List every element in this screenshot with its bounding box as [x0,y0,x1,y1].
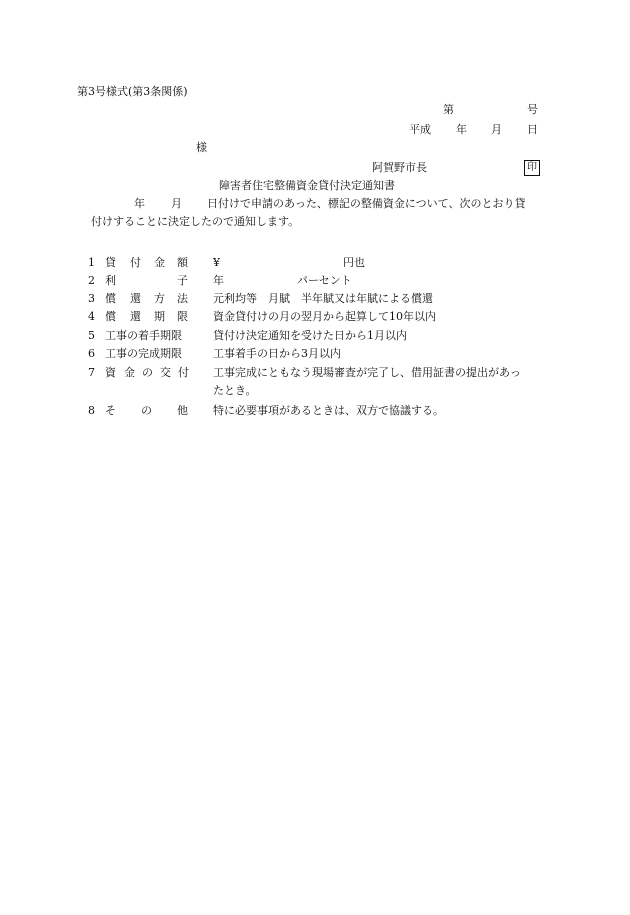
item-number: 2 [88,274,95,287]
item-value-unit: パーセント [297,274,352,287]
item-number: 8 [88,404,95,417]
item-number: 7 [88,366,95,379]
body-date-month: 月 [171,197,182,210]
item-label-char: 償 [105,310,116,323]
item-label-char: 方 [154,292,165,305]
date-year: 年 [456,123,467,136]
item-value: 工事完成にともなう現場審査が完了し、借用証書の提出があっ [213,366,521,379]
item-label: 工事の着手期限 [105,329,182,342]
item-value-continued: たとき。 [213,384,257,397]
item-label-char: 他 [177,404,188,417]
seal-stamp: 印 [524,160,540,176]
date-era: 平成 [409,123,431,136]
item-value: 工事着手の日から3月以内 [213,347,341,360]
item-value: ¥ [213,256,220,269]
item-label-char: 還 [130,310,141,323]
date-month: 月 [491,123,502,136]
item-number: 3 [88,292,95,305]
item-label-char: 額 [177,256,188,269]
addressee-suffix: 様 [196,141,207,154]
item-label-char: 還 [130,292,141,305]
item-value-unit: 円也 [343,256,365,269]
item-value: 資金貸付けの月の翌月から起算して10年以内 [213,310,436,323]
item-number: 1 [88,256,95,269]
body-line-2: 付けすることに決定したので通知します。 [91,215,300,228]
item-label-char: 金 [154,256,165,269]
item-label-char: 期 [154,310,165,323]
issuer-name: 阿賀野市長 [372,161,427,174]
item-label-char: の [141,404,152,417]
body-date-year: 年 [134,197,145,210]
item-label-char: 限 [177,310,188,323]
item-value: 元利均等 月賦 半年賦又は年賦による償還 [213,292,433,305]
item-value: 貸付け決定通知を受けた日から1月以内 [213,329,407,342]
item-label-char: 資 [105,366,116,379]
item-label-char: 付 [130,256,141,269]
body-line-1: 日付けで申請のあった、標記の整備資金について、次のとおり貸 [207,197,526,210]
item-label: 工事の完成期限 [105,347,182,360]
item-value: 特に必要事項があるときは、双方で協議する。 [213,404,444,417]
item-label-char: 法 [177,292,188,305]
item-label-char: 付 [178,366,189,379]
item-number: 4 [88,310,95,323]
doc-number-prefix: 第 [443,103,454,116]
item-label-char: 金 [124,366,135,379]
item-number: 6 [88,347,95,360]
document-title: 障害者住宅整備資金貸付決定通知書 [219,179,395,192]
date-day: 日 [527,123,538,136]
item-number: 5 [88,329,95,342]
item-label-char: 交 [160,366,171,379]
form-label: 第3号様式(第3条関係) [77,85,188,98]
item-label-char: 貸 [105,256,116,269]
item-label-char: 償 [105,292,116,305]
item-label-char: そ [105,404,116,417]
item-label-char: の [142,366,153,379]
item-value: 年 [213,274,224,287]
item-label-char: 利 [105,274,116,287]
item-label-char: 子 [177,274,188,287]
doc-number-suffix: 号 [527,103,538,116]
